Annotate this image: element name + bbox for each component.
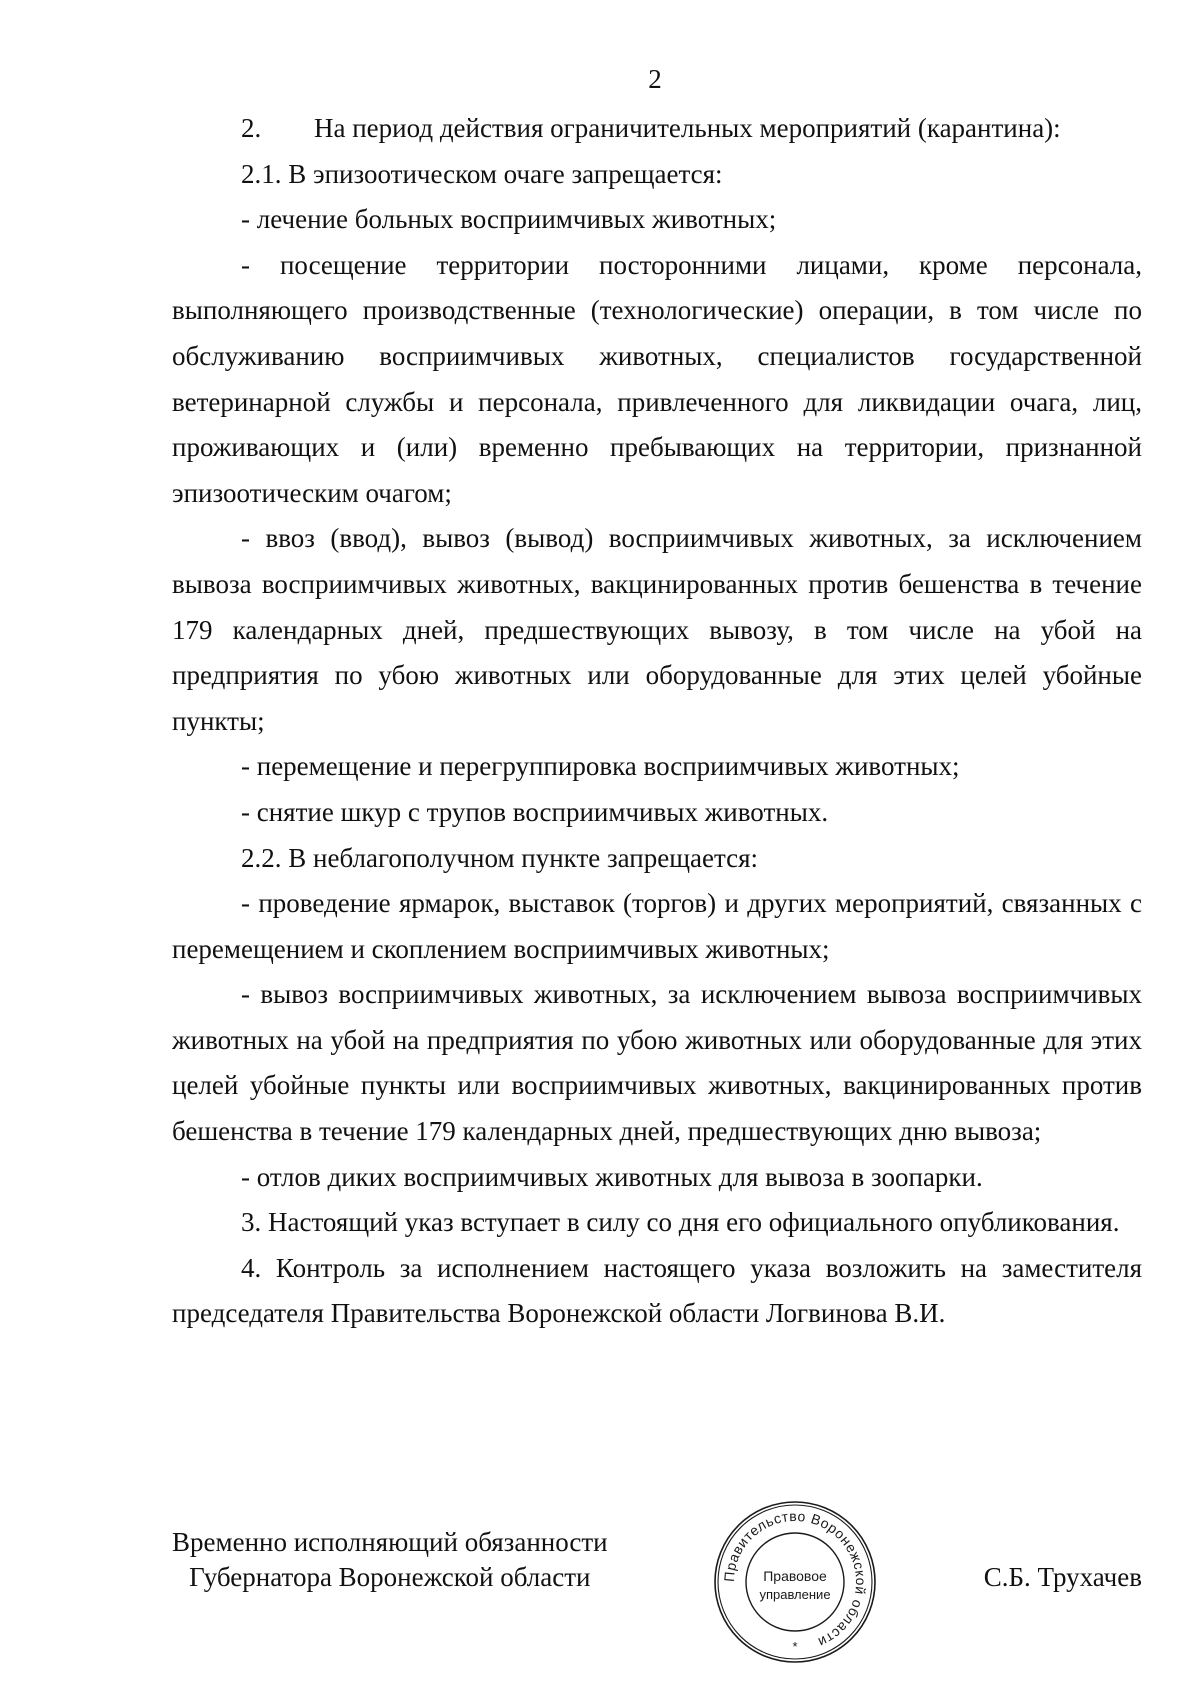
item-text: На период действия ограничительных мероприятий (карантина): xyxy=(314,113,1061,143)
signatory-position-line-1: Временно исполняющий обязанности xyxy=(172,1527,608,1557)
paragraph-trapping-ban: - отлов диких восприимчивых животных для вывоза в зоопарки. xyxy=(241,1161,983,1192)
paragraph-export-ban: - вывоз восприимчивых животных, за исключением вывоза восприимчивых животных на убой на предприятия по убою животных или оборудованные для этих целей убойные пункты или восприимчивых животных, вакцинированных против бешенства в течение 179 календарных дней, предшествующих дню вывоза; xyxy=(172,979,1142,1147)
official-stamp xyxy=(712,1499,878,1665)
stamp-ring-text: Правительство Воронежской области xyxy=(720,1507,870,1651)
paragraph-fairs-ban: - проведение ярмарок, выставок (торгов) и других мероприятий, связанных с перемещением и скоплением восприимчивых животных; xyxy=(172,888,1142,964)
paragraph-item-2-2: 2.2. В неблагополучном пункте запрещается: xyxy=(241,842,758,873)
stamp-star: * xyxy=(792,1639,798,1654)
paragraph-treatment-ban: - лечение больных восприимчивых животных; xyxy=(241,204,777,235)
paragraph-item-2-1: 2.1. В эпизоотическом очаге запрещается: xyxy=(241,158,723,189)
paragraph-regrouping-ban: - перемещение и перегруппировка восприимчивых животных; xyxy=(241,751,960,782)
paragraph-visit-ban: - посещение территории посторонними лицами, кроме персонала, выполняющего производственные (технологические) операции, в том числе по обслуживанию восприимчивых животных, специалистов государственной ветеринарной службы и персонала, привлеченного для ликвидации очага, лиц, проживающих и (или) временно пребывающих на территории, признанной эпизоотическим очагом; xyxy=(172,249,1142,508)
signatory-name: С.Б. Трухачев xyxy=(983,1562,1142,1592)
stamp-center-line-1: Правовое xyxy=(763,1568,827,1584)
paragraph-import-export-ban: - ввоз (ввод), вывоз (вывод) восприимчивых животных, за исключением вывоза восприимчивых животных, вакцинированных против бешенства в течение 179 календарных дней, предшествующих вывозу, в том числе на убой на предприятия по убою животных или оборудованные для этих целей убойные пункты; xyxy=(172,523,1142,736)
paragraph-skinning-ban: - снятие шкур с трупов восприимчивых животных. xyxy=(241,796,829,827)
signatory-position-line-2: Губернатора Воронежской области xyxy=(189,1562,591,1592)
document-body xyxy=(172,106,1142,1337)
paragraph-item-2 xyxy=(172,106,1142,152)
page-number: 2 xyxy=(648,64,662,94)
stamp-center-line-2: управление xyxy=(759,1587,831,1602)
item-number: 2. xyxy=(241,113,262,143)
signatory-position xyxy=(172,1525,608,1595)
paragraph-item-3: 3. Настоящий указ вступает в силу со дня его официального опубликования. xyxy=(241,1207,1120,1238)
paragraph-item-4: 4. Контроль за исполнением настоящего указа возложить на заместителя председателя Правительства Воронежской области Логвинова В.И. xyxy=(172,1252,1142,1329)
signature-block xyxy=(172,1507,1142,1675)
